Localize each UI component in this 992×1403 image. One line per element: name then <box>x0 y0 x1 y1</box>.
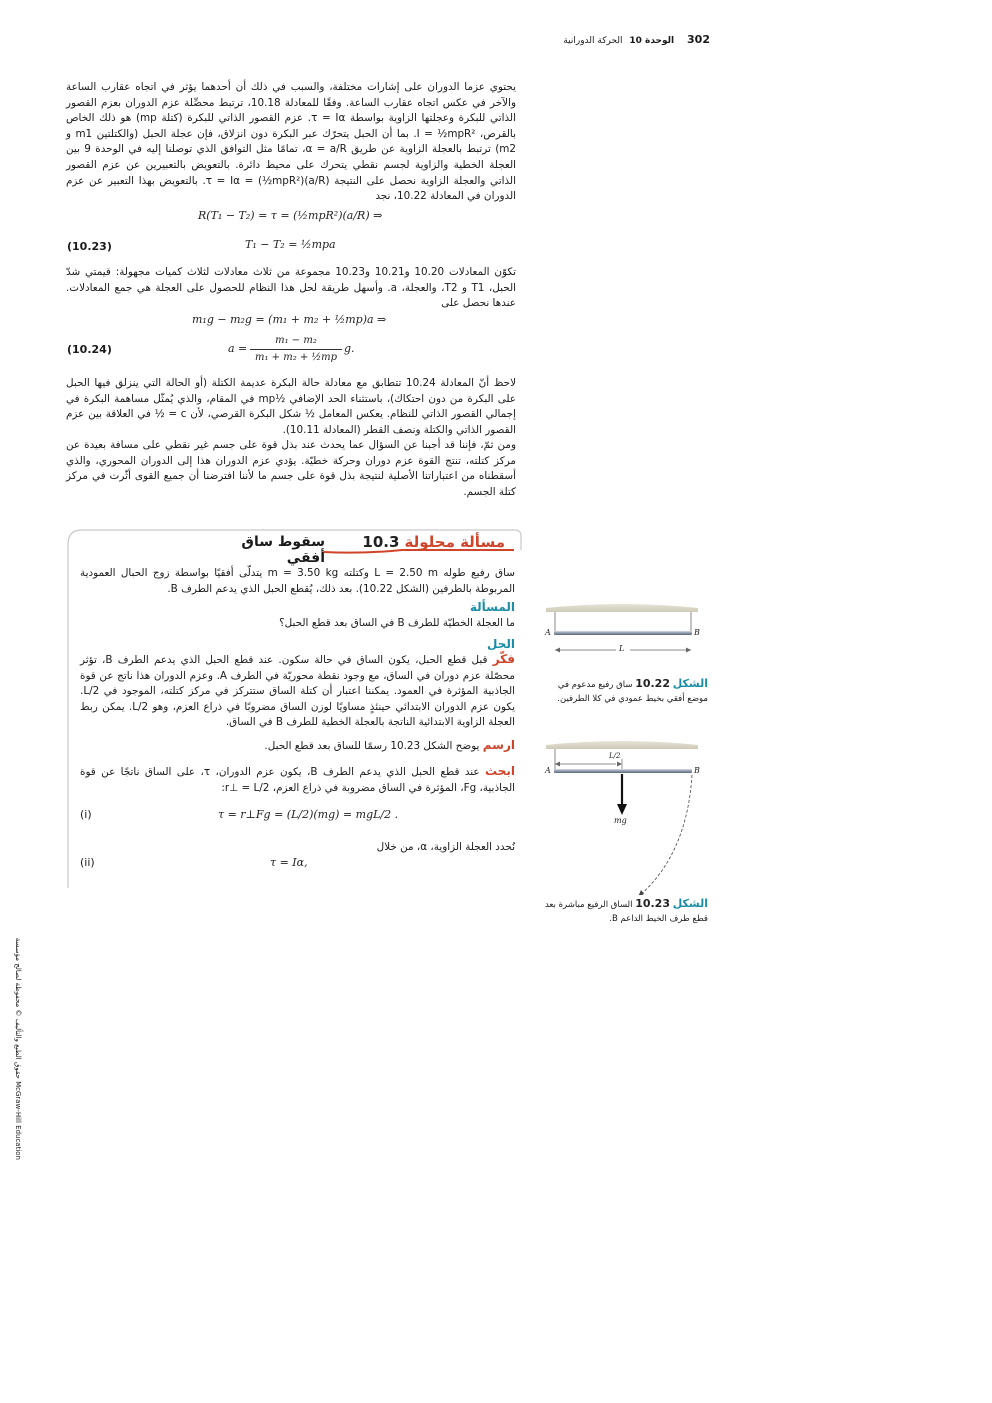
fig23-label-A: A <box>545 766 551 775</box>
fraction-bar <box>250 349 342 350</box>
ceiling-support <box>546 741 698 749</box>
fig23-label-L2: L/2 <box>609 752 621 760</box>
fig22-label-B: B <box>694 628 700 637</box>
fig23-caption-number: 10.23 <box>635 897 670 910</box>
running-header <box>550 33 710 46</box>
equation-ii-number: (ii) <box>80 856 95 869</box>
fig22-caption-text: ساق رفيع مدعوم في موضع أفقي بخيط عمودي في كلا الطرفين. <box>557 680 708 704</box>
unit-title: الحركة الدورانية <box>563 36 623 46</box>
equation-10-24-denominator: m₁ + m₂ + ½mp <box>254 352 338 363</box>
ceiling-support <box>546 604 698 612</box>
paragraph-2: تكوّن المعادلات 10.20 و10.21 و10.23 مجموعة من ثلاث معادلات لثلاث كميات مجهولة: قيمتي شدّ الحبل، T1 و T2، والعجلة، a. وأسهل طريقة لحل هذا النظام للحصول على العجلة هي جمع المعادلات. عندها نحصل على <box>66 266 517 310</box>
research-block <box>80 764 515 796</box>
equation-ii: τ = Iα, <box>270 856 308 869</box>
figure-10-23-caption <box>540 897 708 926</box>
problem-heading: المسألة <box>469 600 515 614</box>
alpha-text: نُحدد العجلة الزاوية، α، من خلال <box>376 841 515 853</box>
fig23-label-mg: mg <box>614 816 627 825</box>
thin-rod <box>554 631 692 635</box>
equation-10-24-line1: m₁g − m₂g = (m₁ + m₂ + ½mp)a ⇒ <box>192 313 387 326</box>
equation-i: τ = r⊥Fg = (L/2)(mg) = mgL/2 . <box>218 808 399 821</box>
paragraph-3: لاحظ أنّ المعادلة 10.24 تتطابق مع معادلة حالة البكرة عديمة الكتلة (أو الحالة التي ينزلق فيها الحبل على البكرة من دون احتكاك)، باستثناء الحد الإضافي ½mp في المقام، والذي يُمثّل مساهمة البكرة في إجمالي القصور الذاتي للنظام. يعكس المعامل ½ شكل البكرة القرصي، لأن c = ½ في العلاقة بين عزم القصور الذاتي والكتلة ونصف القطر (المعادلة 10.11). <box>66 377 516 436</box>
equation-10-24-lhs: a = <box>228 342 248 355</box>
sketch-text: يوضح الشكل 10.23 رسمًا للساق بعد قطع الحبل. <box>264 740 480 752</box>
equation-10-23-line1: R(T₁ − T₂) = τ = (½mpR²)(a/R) ⇒ <box>198 209 383 222</box>
problem-text: ما العجلة الخطيّة للطرف B في الساق بعد قطع الحبل؟ <box>279 617 515 629</box>
solution-heading: الحل <box>487 637 515 651</box>
fig22-caption-number: 10.22 <box>635 677 670 690</box>
fig22-label-A: A <box>545 628 551 637</box>
fig23-caption-label: الشكل <box>672 897 708 910</box>
equation-10-24-numerator: m₁ − m₂ <box>275 335 317 346</box>
fig23-label-B: B <box>694 766 700 775</box>
fig22-label-L: L <box>619 644 625 653</box>
paragraph-4: ومن ثمّ، فإننا قد أجبنا عن السؤال عما يحدث عند بذل قوة على جسم غير نقطي على مسافة بعيدة عن مركز كتلته، تنتج القوة عزم دوران وحركة خطيّة. يؤدي عزم الدوران هذا إلى الدوران المحوري، والذي أسقطناه من اعتباراتنا الأصلية لنتيجة بذل قوة على جسم ما لأننا افترضنا أن جميع القوى أثّرت في مركز كتلة الجسم. <box>66 439 516 498</box>
research-text: عند قطع الحبل الذي يدعم الطرف B، يكون عزم الدوران، τ، على الساق ناتجًا عن قوة الجاذبية، Fg، المؤثرة في الساق مضروبة في ذراع العزم، r⊥ = L/2: <box>80 766 515 794</box>
equation-10-24-g: g. <box>344 342 355 355</box>
figure-10-23-drawing <box>542 735 702 895</box>
sketch-label: ارسم <box>482 738 515 752</box>
fig23-caption-text: الساق الرفيع مباشرة بعد قطع طرف الخيط الداعم B. <box>544 900 708 924</box>
swing-path <box>638 775 692 895</box>
problem-label: مسألة محلولة <box>404 533 505 551</box>
fig22-caption-label: الشكل <box>672 677 708 690</box>
problem-intro: ساق رفيع طوله L = 2.50 m وكتلته m = 3.50 kg يتدلّى أفقيًا بواسطة زوج الحبال العمودية المربوطة بالطرفين (الشكل 10.22). بعد ذلك، يُقطع الحبل الذي يدعم الطرف B. <box>80 567 515 595</box>
sketch-block <box>80 738 515 755</box>
think-block <box>80 652 515 731</box>
think-text: قبل قطع الحبل، يكون الساق في حالة سكون. عند قطع الحبل الذي يدعم الطرف B، تؤثر محصّلة عزم دوران في الساق، مع وجود نقطة محوريّة في الطرف A. وعزم الدوران هذا ناتج عن قوة الجاذبية المؤثرة في العمود. يمكننا اعتبار أن كتلة الساق ستتركز في مركز كتلته، الموجود في L/2. يكون عزم الدوران الابتدائي حينئذٍ مساويًا لوزن الساق مضروبًا في ذراع العزم، وهو L/2. يمكن ربط العجلة الزاوية الابتدائية الناتجة بالعجلة الخطية للطرف B في الساق. <box>80 654 516 729</box>
paragraph-1: يحتوي عزما الدوران على إشارات مختلفة، والسبب في ذلك أن أحدهما يؤثر في اتجاه عقارب الساعة والآخر في عكس اتجاه عقارب الساعة. وفقًا للمعادلة 10.18، ترتبط محصِّلة عزم الدوران بعزم القصور الذاتي للبكرة وعجلتها الزاوية بواسطة τ = Iα. عزم القصور الذاتي للبكرة (كتلة mp) هو ذلك الخاص بالقرص، I = ½mpR². بما أن الحبل يتحرّك عبر البكرة دون انزلاق، فإن عجلة الحبل (والكتلتين m1 و m2) ترتبط بالعجلة الزاوية عن طريق α = a/R، تمامًا مثل التوافق الذي توصلنا إليه في الوحدة 9 بين العجلة الخطية والزاوية لجسم نقطي يتحرك على محيط دائرة. بالتعويض بالتعبيرين عن عزم القصور الذاتي والعجلة الزاوية نحصل على النتيجة τ = Iα = (½mpR²)(a/R). بالتعويض بهذا التعبير عن عزم الدوران في المعادلة 10.22، نجد <box>66 81 516 203</box>
unit-label: الوحدة 10 <box>629 36 675 46</box>
problem-number: 10.3 <box>362 533 400 551</box>
equation-number-10-23: (10.23) <box>67 240 112 253</box>
equation-i-number: (i) <box>80 808 92 821</box>
think-label: فكّر <box>492 652 516 666</box>
equation-10-23-line2: T₁ − T₂ = ½mpa <box>245 238 336 251</box>
problem-header <box>330 532 505 551</box>
research-label: ابحث <box>485 764 515 778</box>
problem-title: سقوط ساق أفقي <box>241 534 325 566</box>
side-credit: McGraw-Hill Education حقوق الطبع والتأليف © محفوظة لصالح مؤسسة <box>14 937 22 1160</box>
thin-rod <box>554 769 692 773</box>
page-number: 302 <box>687 33 710 46</box>
equation-number-10-24: (10.24) <box>67 343 112 356</box>
figure-10-22-caption <box>540 677 708 706</box>
